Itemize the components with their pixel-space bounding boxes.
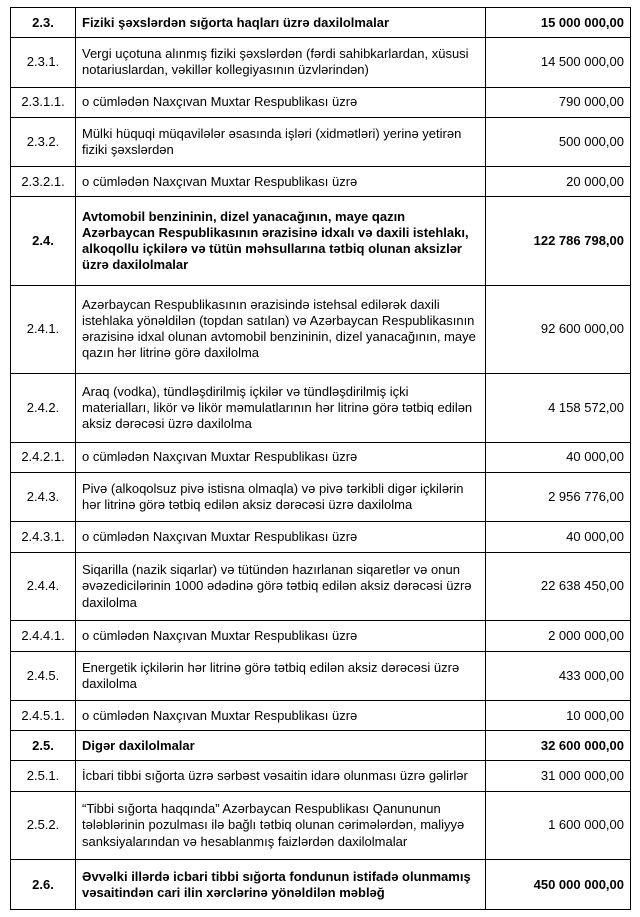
cell-code: 2.4.2.1. — [11, 442, 76, 472]
cell-description: o cümlədən Naxçıvan Muxtar Respublikası üzrə — [76, 701, 486, 731]
cell-description: o cümlədən Naxçıvan Muxtar Respublikası üzrə — [76, 87, 486, 117]
table-row — [11, 761, 631, 791]
cell-code: 2.6. — [11, 860, 76, 910]
cell-description: İcbari tibbi sığorta üzrə sərbəst vəsaitin idarə olunması üzrə gəlirlər — [76, 761, 486, 791]
cell-description: Digər daxilolmalar — [76, 731, 486, 761]
cell-amount: 2 956 776,00 — [486, 472, 631, 522]
cell-amount: 14 500 000,00 — [486, 38, 631, 88]
cell-description: “Tibbi sığorta haqqında” Azərbaycan Respublikası Qanununun tələblərinin pozulması ilə bağlı tətbiq olunan cərimələrdən, maliyyə sanksiyalarından və hesablanmış faizlərdən daxilolmalar — [76, 791, 486, 860]
table-row — [11, 651, 631, 701]
cell-description: Araq (vodka), tündləşdirilmiş içkilər və tündləşdirilmiş içki materialları, likör və likör məmulatlarının hər litrinə görə tətbiq edilən aksiz dərəcəsi üzrə daxilolma — [76, 373, 486, 442]
cell-amount: 122 786 798,00 — [486, 197, 631, 285]
table-row — [11, 522, 631, 552]
cell-description: Fiziki şəxslərdən sığorta haqları üzrə daxilolmalar — [76, 8, 486, 38]
table-row — [11, 8, 631, 38]
cell-code: 2.5.2. — [11, 791, 76, 860]
table-row — [11, 87, 631, 117]
cell-code: 2.4.1. — [11, 285, 76, 373]
cell-code: 2.3.2.1. — [11, 167, 76, 197]
cell-description: Azərbaycan Respublikasının ərazisində istehsal edilərək daxili istehlaka yönəldilən (topdan satılan) və Azərbaycan Respublikasının ərazisinə idxal olunan avtomobil benzininin, dizel yanacağının, maye qazın hər litrinə görə daxilolma — [76, 285, 486, 373]
cell-code: 2.3. — [11, 8, 76, 38]
cell-code: 2.4.4.1. — [11, 621, 76, 651]
cell-description: o cümlədən Naxçıvan Muxtar Respublikası üzrə — [76, 167, 486, 197]
cell-amount: 500 000,00 — [486, 117, 631, 167]
cell-code: 2.3.1. — [11, 38, 76, 88]
cell-amount: 1 600 000,00 — [486, 791, 631, 860]
cell-amount: 4 158 572,00 — [486, 373, 631, 442]
cell-description: o cümlədən Naxçıvan Muxtar Respublikası üzrə — [76, 621, 486, 651]
cell-code: 2.4.2. — [11, 373, 76, 442]
cell-amount: 40 000,00 — [486, 522, 631, 552]
table-body — [11, 8, 631, 910]
table-row — [11, 860, 631, 910]
cell-description: o cümlədən Naxçıvan Muxtar Respublikası üzrə — [76, 442, 486, 472]
cell-amount: 450 000 000,00 — [486, 860, 631, 910]
table-row — [11, 472, 631, 522]
cell-amount: 433 000,00 — [486, 651, 631, 701]
cell-amount: 40 000,00 — [486, 442, 631, 472]
cell-description: Pivə (alkoqolsuz pivə istisna olmaqla) və pivə tərkibli digər içkilərin hər litrinə görə tətbiq edilən aksiz dərəcəsi üzrə daxilolma — [76, 472, 486, 522]
cell-code: 2.4.3. — [11, 472, 76, 522]
cell-description: o cümlədən Naxçıvan Muxtar Respublikası üzrə — [76, 522, 486, 552]
table-row — [11, 285, 631, 373]
table-row — [11, 791, 631, 860]
cell-code: 2.4.5. — [11, 651, 76, 701]
cell-amount: 31 000 000,00 — [486, 761, 631, 791]
table-row — [11, 373, 631, 442]
cell-code: 2.5. — [11, 731, 76, 761]
table-row — [11, 701, 631, 731]
cell-description: Mülki hüquqi müqavilələr əsasında işləri (xidmətləri) yerinə yetirən fiziki şəxslərdən — [76, 117, 486, 167]
cell-amount: 92 600 000,00 — [486, 285, 631, 373]
cell-description: Avtomobil benzininin, dizel yanacağının, maye qazın Azərbaycan Respublikasının ərazisinə idxalı və daxili istehlakı, alkoqollu içkilərə və tütün məhsullarına tətbiq olunan aksizlər üzrə daxilolmalar — [76, 197, 486, 285]
cell-description: Siqarilla (nazik siqarlar) və tütündən hazırlanan siqaretlər və onun əvəzedicilərinin 1000 ədədinə görə tətbiq edilən aksiz dərəcəsi üzrə daxilolma — [76, 552, 486, 621]
cell-code: 2.4. — [11, 197, 76, 285]
table-row — [11, 621, 631, 651]
cell-code: 2.4.3.1. — [11, 522, 76, 552]
cell-amount: 790 000,00 — [486, 87, 631, 117]
budget-table — [10, 7, 631, 910]
table-row — [11, 442, 631, 472]
cell-description: Əvvəlki illərdə icbari tibbi sığorta fondunun istifadə olunmamış vəsaitindən cari ilin xərclərinə yönəldilən məbləğ — [76, 860, 486, 910]
cell-description: Energetik içkilərin hər litrinə görə tətbiq edilən aksiz dərəcəsi üzrə daxilolma — [76, 651, 486, 701]
table-row — [11, 38, 631, 88]
table-row — [11, 731, 631, 761]
cell-amount: 22 638 450,00 — [486, 552, 631, 621]
cell-code: 2.5.1. — [11, 761, 76, 791]
cell-amount: 10 000,00 — [486, 701, 631, 731]
table-row — [11, 197, 631, 285]
table-row — [11, 167, 631, 197]
cell-code: 2.3.1.1. — [11, 87, 76, 117]
cell-amount: 2 000 000,00 — [486, 621, 631, 651]
table-row — [11, 117, 631, 167]
cell-amount: 15 000 000,00 — [486, 8, 631, 38]
cell-amount: 32 600 000,00 — [486, 731, 631, 761]
cell-code: 2.4.4. — [11, 552, 76, 621]
cell-code: 2.3.2. — [11, 117, 76, 167]
cell-code: 2.4.5.1. — [11, 701, 76, 731]
cell-amount: 20 000,00 — [486, 167, 631, 197]
cell-description: Vergi uçotuna alınmış fiziki şəxslərdən (fərdi sahibkarlardan, xüsusi notariuslardan, vəkillər kollegiyasının üzvlərindən) — [76, 38, 486, 88]
table-row — [11, 552, 631, 621]
